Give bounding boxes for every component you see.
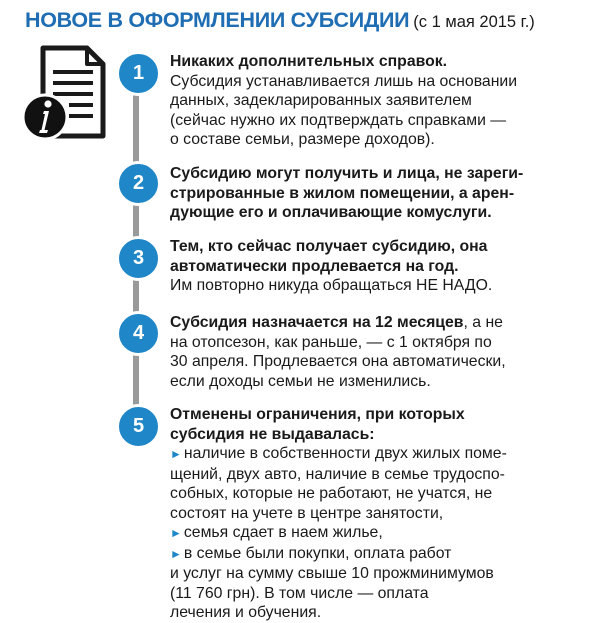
list-item (170, 544, 570, 623)
step-number-badge: 3 (116, 236, 161, 281)
step-number-badge: 2 (116, 161, 161, 206)
document-info-icon (15, 44, 115, 144)
triangle-bullet-icon: ► (170, 526, 182, 540)
list-item (170, 444, 570, 523)
step-line: ► в семье были покупки, оплата работ (170, 544, 452, 562)
step-line: (сейчас нужно их подтверждать справками — (170, 111, 507, 129)
step-heading: дующие его и оплачивающие комуслуги. (170, 204, 492, 221)
step-line: и услуг на сумму свыше 10 прожминимумов (170, 565, 494, 582)
step-heading: Отменены ограничения, при которых (170, 406, 465, 423)
step-line: Субсидия назначается на 12 месяцев, а не (170, 314, 503, 331)
step-number-badge: 4 (116, 311, 161, 356)
step-text (170, 313, 570, 391)
step-line: (11 760 грн). В том числе — оплата (170, 584, 429, 602)
step-line: собных, которые не работают, не учатся, не (170, 485, 493, 502)
step-line: ► семья сдает в наем жилье, (170, 524, 383, 541)
step-heading: стрированные в жилом помещении, а арен- (170, 184, 515, 202)
step-number-badge: 5 (116, 404, 161, 449)
step-text (170, 52, 570, 150)
step-number-badge: 1 (116, 51, 161, 96)
step-line: состоят на учете в центре занятости, (170, 504, 444, 522)
triangle-bullet-icon: ► (170, 546, 182, 561)
triangle-bullet-icon: ► (170, 447, 182, 461)
step-text (170, 405, 570, 623)
step-line: о составе семьи, размере доходов). (170, 131, 435, 148)
step-line: на отопсезон, как раньше, — с 1 октября по (170, 333, 492, 351)
step-line: щений, двух авто, наличие в семье трудоспо- (170, 465, 505, 483)
step-line: лечения и обучения. (170, 604, 322, 621)
step-line: ► наличие в собственности двух жилых поме- (170, 445, 507, 462)
step-line: данных, задекларированных заявителем (170, 92, 472, 109)
step-text (170, 164, 570, 223)
step-heading: автоматически продлевается на год. (170, 257, 459, 275)
list-item (170, 523, 570, 544)
step-heading: Никаких дополнительных справок. (170, 53, 448, 70)
page-title: НОВОЕ В ОФОРМЛЕНИИ СУБСИДИИ (25, 8, 410, 32)
step-line: 30 апреля. Продлевается она автоматически, (170, 353, 506, 370)
step-heading: субсидия не выдавалась: (170, 425, 375, 443)
step-heading: Субсидию могут получить и лица, не зареги- (170, 165, 524, 182)
step-line: если доходы семьи не изменились. (170, 372, 431, 390)
page-subtitle: (с 1 мая 2015 г.) (413, 13, 535, 31)
step-heading: Тем, кто сейчас получает субсидию, она (170, 238, 488, 255)
header (25, 8, 595, 33)
step-text (170, 237, 570, 296)
step-line: Субсидия устанавливается лишь на основании (170, 72, 518, 90)
step-line: Им повторно никуда обращаться НЕ НАДО. (170, 277, 493, 294)
